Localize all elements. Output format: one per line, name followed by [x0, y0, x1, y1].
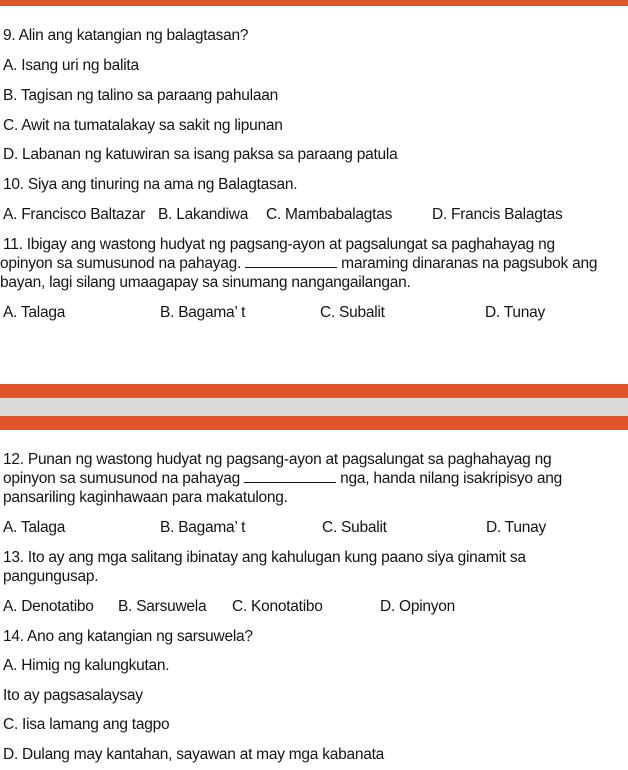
- question-12-line-2-start: opinyon sa sumusunod na pahayag: [3, 470, 240, 487]
- question-12-choice-b: B. Bagama’ t: [160, 519, 246, 536]
- question-11-line-1: 11. Ibigay ang wastong hudyat ng pagsang-ayon at pagsalungat sa paghahayag ng: [3, 236, 555, 253]
- question-13-choice-a: A. Denotatibo: [3, 598, 94, 615]
- answer-blank: [245, 255, 337, 268]
- question-14-choice-d: D. Dulang may kantahan, sayawan at may mga kabanata: [3, 746, 385, 763]
- top-accent-bar: [0, 0, 628, 6]
- question-13-choice-c: C. Konotatibo: [232, 598, 323, 615]
- question-14-choice-b: Ito ay pagsasalaysay: [3, 687, 143, 704]
- question-12-line-3: pansariling kaginhawaan para makatulong.: [3, 489, 288, 506]
- question-12-choice-d: D. Tunay: [486, 519, 547, 536]
- question-11-line-2: [0, 254, 597, 273]
- question-12-choice-a: A. Talaga: [3, 519, 66, 536]
- question-14-text: 14. Ano ang katangian ng sarsuwela?: [3, 628, 253, 645]
- separator-bar-middle: [0, 398, 628, 416]
- answer-blank: [244, 470, 336, 483]
- question-13-choice-d: D. Opinyon: [380, 598, 456, 615]
- question-11-choice-d: D. Tunay: [485, 304, 546, 321]
- question-12-choice-c: C. Subalit: [322, 519, 387, 536]
- question-10-text: 10. Siya ang tinuring na ama ng Balagtasan.: [3, 176, 298, 193]
- question-9-choice-c: C. Awit na tumatalakay sa sakit ng lipunan: [3, 117, 283, 134]
- question-13-line-1: 13. Ito ay ang mga salitang ibinatay ang kahulugan kung paano siya ginamit sa: [3, 549, 526, 566]
- question-9-choice-d: D. Labanan ng katuwiran sa isang paksa sa paraang patula: [3, 146, 398, 163]
- separator-bar-top: [0, 384, 628, 398]
- question-9-choice-b: B. Tagisan ng talino sa paraang pahulaan: [3, 87, 278, 104]
- question-10-choice-a: A. Francisco Baltazar: [3, 206, 146, 223]
- question-11-line-2-start: opinyon sa sumusunod na pahayag.: [0, 255, 242, 272]
- question-11-choice-c: C. Subalit: [320, 304, 385, 321]
- question-12-line-2: [3, 469, 562, 488]
- question-14-choice-c: C. Iisa lamang ang tagpo: [3, 716, 170, 733]
- question-14-choice-a: A. Himig ng kalungkutan.: [3, 657, 170, 674]
- question-10-choice-b: B. Lakandiwa: [158, 206, 249, 223]
- question-13-choice-b: B. Sarsuwela: [118, 598, 207, 615]
- question-12-line-2-end: nga, handa nilang isakripisyo ang: [340, 470, 562, 487]
- question-10-choice-d: D. Francis Balagtas: [432, 206, 563, 223]
- question-10-choice-c: C. Mambabalagtas: [266, 206, 393, 223]
- question-13-line-2: pangungusap.: [3, 568, 99, 585]
- question-11-choice-a: A. Talaga: [3, 304, 66, 321]
- question-12-line-1: 12. Punan ng wastong hudyat ng pagsang-ayon at pagsalungat sa paghahayag ng: [3, 451, 552, 468]
- question-11-line-3: bayan, lagi silang umaagapay sa sinumang nangangailangan.: [0, 274, 411, 291]
- separator-bar-bottom: [0, 416, 628, 430]
- question-11-line-2-end: maraming dinaranas na pagsubok ang: [341, 255, 598, 272]
- question-9-choice-a: A. Isang uri ng balita: [3, 57, 139, 74]
- question-11-choice-b: B. Bagama’ t: [160, 304, 246, 321]
- question-9-text: 9. Alin ang katangian ng balagtasan?: [3, 27, 249, 44]
